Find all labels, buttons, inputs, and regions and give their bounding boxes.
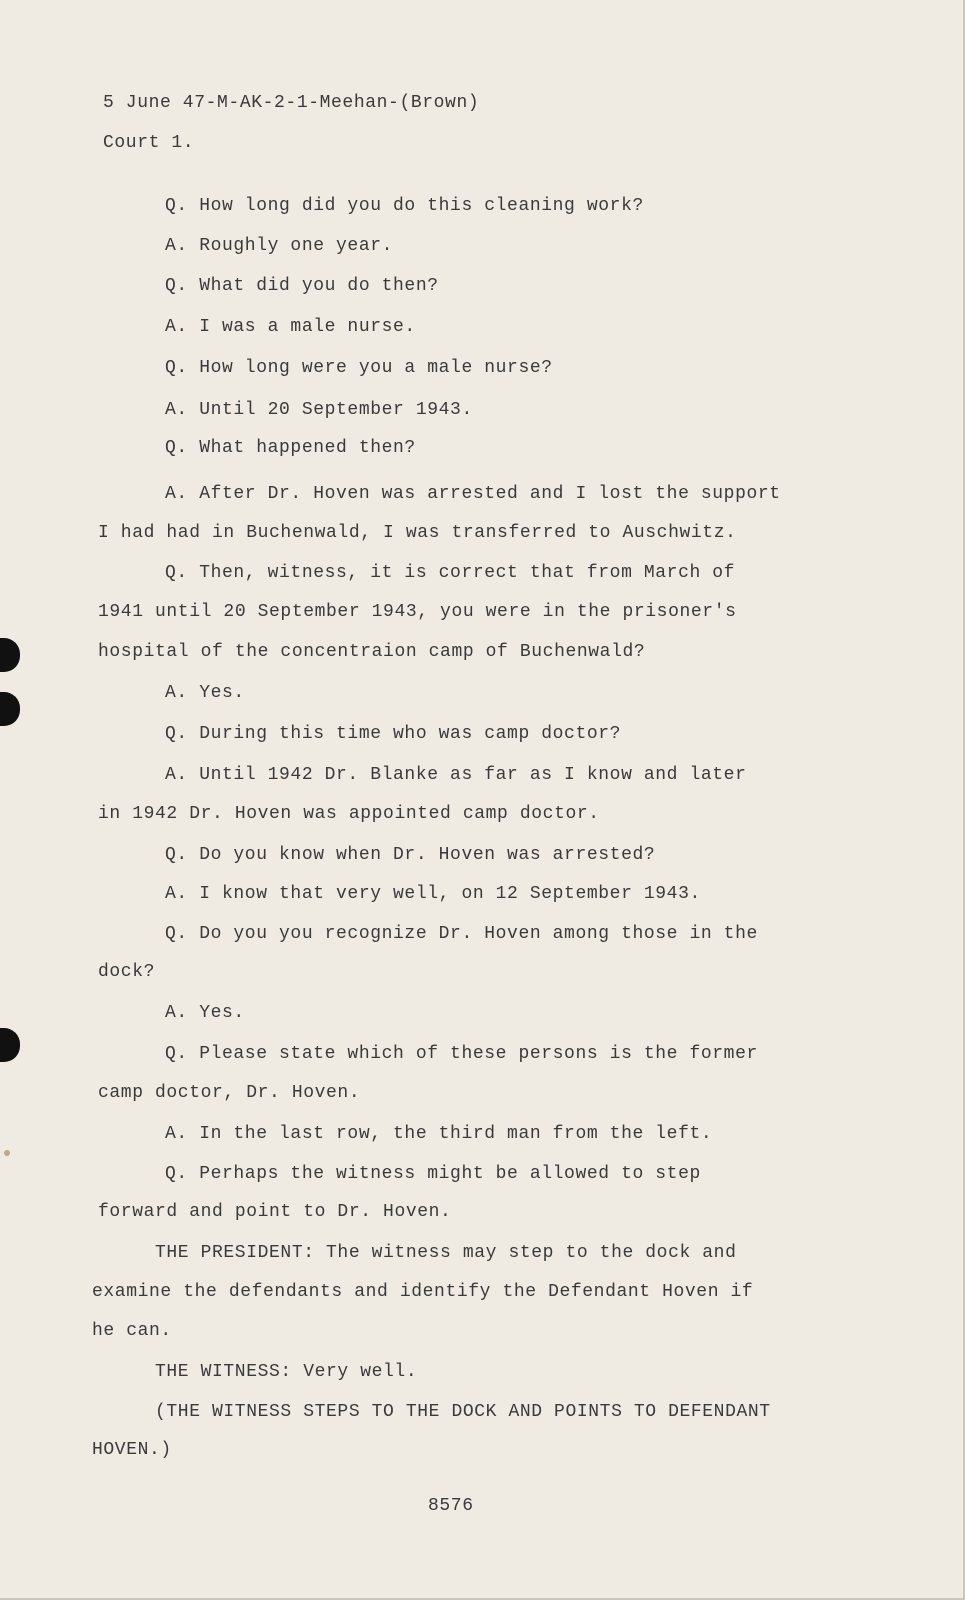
transcript-line: A. I was a male nurse. [165,317,416,337]
punch-hole-middle [0,692,20,726]
transcript-line: I had had in Buchenwald, I was transferred to Auschwitz. [98,523,737,543]
transcript-line: A. Yes. [165,683,245,703]
transcript-line: (THE WITNESS STEPS TO THE DOCK AND POINTS TO DEFENDANT [155,1402,771,1422]
page-number: 8576 [428,1496,474,1516]
transcript-line: A. After Dr. Hoven was arrested and I lost the support [165,484,781,504]
transcript-line: dock? [98,962,156,982]
paper-speck [4,1150,10,1156]
transcript-line: hospital of the concentraion camp of Buchenwald? [98,642,646,662]
transcript-line: Q. Perhaps the witness might be allowed to step [165,1164,701,1184]
transcript-line: camp doctor, Dr. Hoven. [98,1083,361,1103]
transcript-line: Q. Do you know when Dr. Hoven was arrested? [165,845,656,865]
transcript-line: A. Until 20 September 1943. [165,400,473,420]
transcript-line: Q. What happened then? [165,438,416,458]
header-line: 5 June 47-M-AK-2-1-Meehan-(Brown) [103,93,480,113]
transcript-line: HOVEN.) [92,1440,172,1460]
transcript-line: in 1942 Dr. Hoven was appointed camp doctor. [98,804,600,824]
transcript-line: Q. What did you do then? [165,276,439,296]
transcript-line: Q. Do you you recognize Dr. Hoven among those in the [165,924,758,944]
transcript-line: A. Until 1942 Dr. Blanke as far as I know and later [165,765,747,785]
transcript-line: A. I know that very well, on 12 September 1943. [165,884,701,904]
transcript-line: examine the defendants and identify the Defendant Hoven if [92,1282,754,1302]
punch-hole-bottom [0,1028,20,1062]
transcript-line: 1941 until 20 September 1943, you were in the prisoner's [98,602,737,622]
transcript-line: he can. [92,1321,172,1341]
transcript-line: Q. Then, witness, it is correct that from March of [165,563,736,583]
transcript-line: Q. How long did you do this cleaning work? [165,196,644,216]
transcript-line: THE PRESIDENT: The witness may step to the dock and [155,1243,737,1263]
transcript-line: A. Yes. [165,1003,245,1023]
transcript-line: forward and point to Dr. Hoven. [98,1202,452,1222]
transcript-line: THE WITNESS: Very well. [155,1362,418,1382]
transcript-line: Q. How long were you a male nurse? [165,358,553,378]
transcript-line: Q. Please state which of these persons is the former [165,1044,758,1064]
transcript-line: A. In the last row, the third man from the left. [165,1124,713,1144]
court-line: Court 1. [103,133,195,153]
transcript-line: A. Roughly one year. [165,236,394,256]
punch-hole-top [0,638,20,672]
transcript-line: Q. During this time who was camp doctor? [165,724,622,744]
